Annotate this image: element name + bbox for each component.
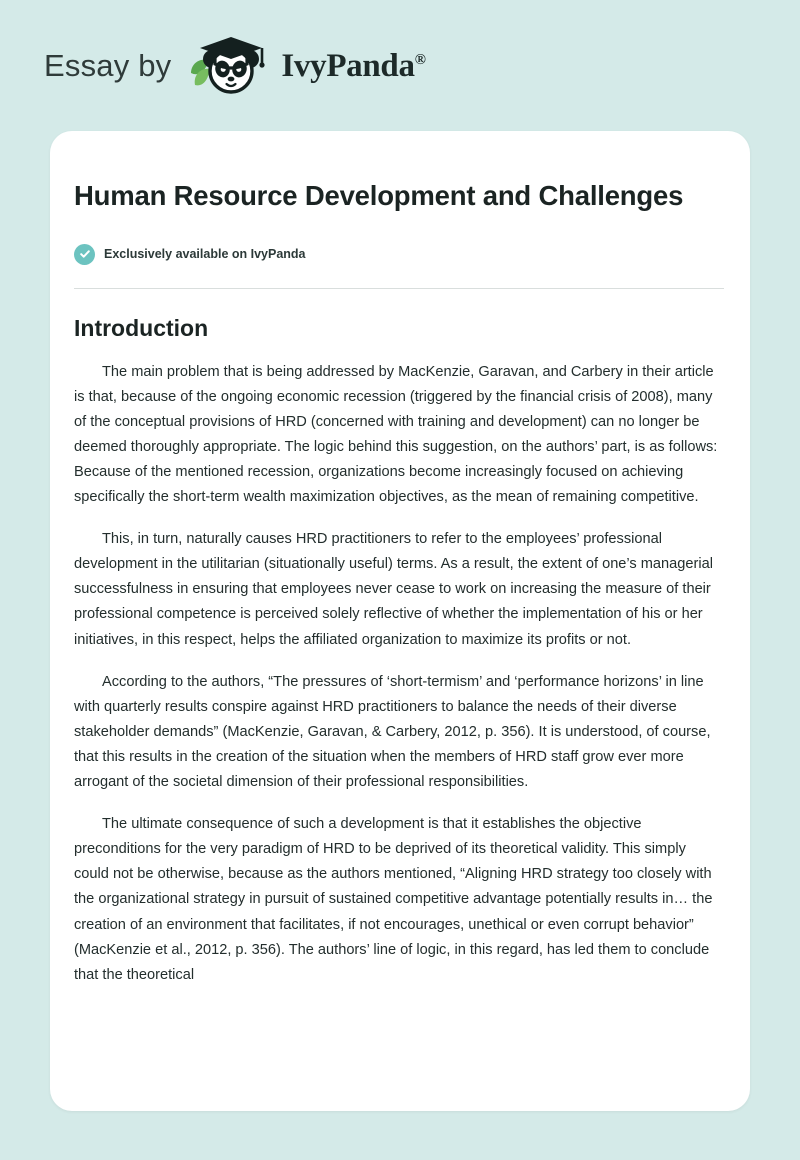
check-circle-icon (74, 244, 95, 265)
brand-name (281, 48, 425, 85)
paragraph: The main problem that is being addressed by MacKenzie, Garavan, and Carbery in their article is that, because of the ongoing economic recession (triggered by the financial crisis of 2008), many of the conceptual provisions of HRD (concerned with training and development) can no longer be deemed thoroughly appropriate. The logic behind this suggestion, on the authors’ part, is as follows: Because of the mentioned recession, organizations become increasingly focused on achieving specifically the short-term wealth maximization objectives, as the mean of remaining competitive. (74, 363, 718, 506)
paragraph: This, in turn, naturally causes HRD practitioners to refer to the employees’ professional development in the utilitarian (situationally useful) terms. As a result, the extent of one’s managerial successfulness in ensuring that employees never cease to work on increasing the measure of their professional competence is perceived solely reflective of whether the implementation of his or her initiatives, in this respect, helps the affiliated organization to maximize its profits or not. (74, 531, 713, 648)
panda-graduate-icon (185, 33, 277, 99)
site-header (0, 0, 800, 96)
page-title: Human Resource Development and Challenges (74, 180, 684, 211)
essay-content (74, 175, 724, 988)
essay-card (50, 131, 750, 1111)
registered-mark: ® (414, 51, 426, 68)
section-heading-introduction: Introduction (74, 314, 209, 341)
status-badge (74, 244, 724, 265)
ivypanda-brand-logo[interactable] (185, 33, 425, 99)
header-divider (74, 288, 724, 289)
paragraph: The ultimate consequence of such a development is that it establishes the objective preconditions for the very paradigm of HRD to be deprived of its theoretical validity. This simply could not be otherwise, because as the authors mentioned, “Aligning HRD strategy too closely with the organizational strategy in pursuit of sustained competitive advantage potentially results in… the creation of an environment that facilitates, if not encourages, unethical or even corrupt behavior” (MacKenzie et al., 2012, p. 356). The authors’ line of logic, in this regard, has led them to conclude that the theoretical (74, 816, 713, 983)
essay-by-label: Essay by (44, 48, 172, 83)
paragraph: According to the authors, “The pressures of ‘short-termism’ and ‘performance horizons’ in line with quarterly results conspire against HRD practitioners to balance the needs of their diverse stakeholder demands” (MacKenzie, Garavan, & Carbery, 2012, p. 356). It is understood, of course, that this results in the creation of the situation when the members of HRD staff grow ever more arrogant of the societal dimension of their professional responsibilities. (74, 673, 711, 791)
brand-name-text: IvyPanda (281, 47, 415, 84)
status-badge-label: Exclusively available on IvyPanda (104, 247, 306, 262)
